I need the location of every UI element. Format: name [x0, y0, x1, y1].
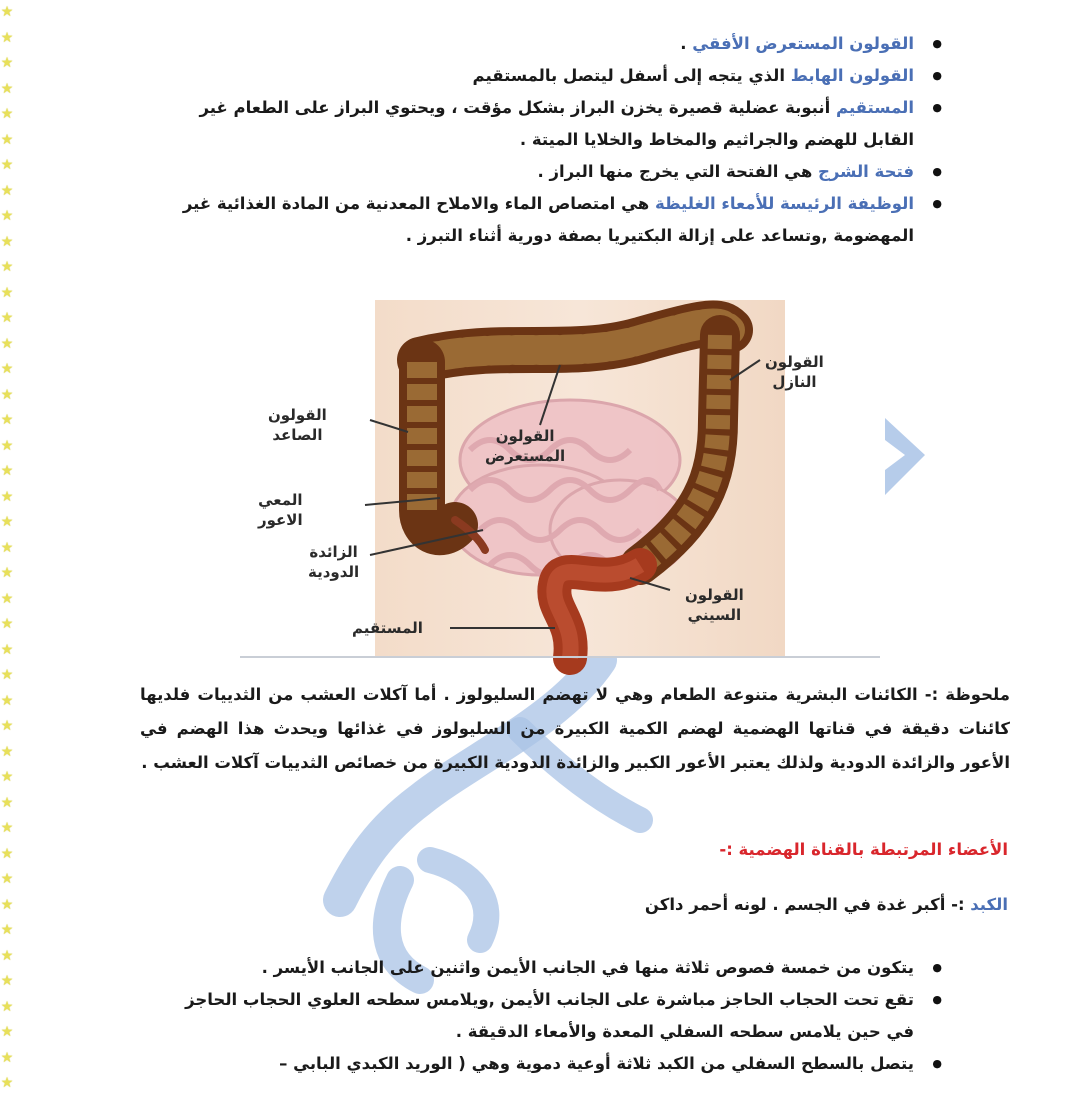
- list-item-text: .: [680, 34, 693, 53]
- star-icon: ★: [0, 386, 14, 403]
- large-intestine-diagram: [240, 300, 880, 658]
- term-highlight: فتحة الشرج: [818, 162, 914, 181]
- liver-intro: الكبد :- أكبر غدة في الجسم . لونه أحمر داكن: [644, 895, 1008, 914]
- star-icon: ★: [0, 488, 14, 505]
- term-highlight: القولون المستعرض الأفقي: [692, 34, 914, 53]
- list-item: ● يتكون من خمسة فصوص ثلاثة منها في الجانب الأيمن واثنين على الجانب الأيسر .: [158, 952, 948, 984]
- label-descending-colon: القولون النازل: [765, 353, 824, 391]
- star-icon: ★: [0, 769, 14, 785]
- star-icon: ★: [0, 692, 14, 709]
- star-icon: ★: [0, 794, 14, 811]
- star-icon: ★: [0, 1049, 14, 1066]
- list-item: [158, 92, 948, 156]
- star-icon: ★: [0, 437, 14, 454]
- star-icon: ★: [0, 590, 14, 607]
- star-icon: ★: [0, 29, 14, 46]
- list-item-text: هي الفتحة التي يخرج منها البراز .: [537, 162, 819, 181]
- star-icon: ★: [0, 1024, 14, 1040]
- label-rectum: المستقيم: [352, 619, 423, 637]
- star-icon: ★: [0, 947, 14, 964]
- star-icon: ★: [0, 1075, 14, 1091]
- star-icon: ★: [0, 845, 14, 862]
- list-item-text: الذي يتجه إلى أسفل ليتصل بالمستقيم: [472, 66, 791, 85]
- list-item-text: أنبوبة عضلية قصيرة يخزن البراز بشكل مؤقت ، ويحتوي البراز على الطعام غير القابل للهضم والجراثيم والمخاط والخلايا الميتة .: [199, 98, 914, 149]
- star-icon: ★: [0, 310, 14, 326]
- note-paragraph: ملحوظة :- الكائنات البشرية متنوعة الطعام وهي لا تهضم السليولوز . أما آكلات العشب من الثدييات فلديها كائنات دقيقة في قناتها الهضمية لهضم الكمية الكبيرة من السليولوز في غذائها ويحدث هذا الهضم في الأعور والزائدة الدودية ولذلك يعتبر الأعور الكبير والزائدة الدودية الكبيرة من خصائص الثدييات آكلات العشب .: [140, 685, 1010, 772]
- star-icon: ★: [0, 233, 14, 250]
- star-icon: ★: [0, 4, 14, 20]
- star-icon: ★: [0, 80, 14, 97]
- star-icon: ★: [0, 335, 14, 352]
- star-icon: ★: [0, 539, 14, 556]
- term-highlight: الوظيفة الرئيسة للأمعاء الغليظة: [654, 194, 914, 213]
- list-item: ● يتصل بالسطح السفلي من الكبد ثلاثة أوعية دموية وهي ( الوريد الكبدي البابي –: [158, 1048, 948, 1080]
- term-highlight: القولون الهابط: [790, 66, 914, 85]
- star-icon: ★: [0, 55, 14, 71]
- star-icon: ★: [0, 565, 14, 581]
- list-item: [158, 28, 948, 60]
- star-icon: ★: [0, 743, 14, 760]
- label-ascending-colon: القولون الصاعد: [268, 406, 327, 444]
- label-sigmoid-colon: القولون السيني: [685, 586, 744, 624]
- star-icon: ★: [0, 463, 14, 479]
- star-icon: ★: [0, 514, 14, 530]
- star-icon: ★: [0, 182, 14, 199]
- list-item: [158, 188, 948, 252]
- star-icon: ★: [0, 157, 14, 173]
- star-icon: ★: [0, 998, 14, 1015]
- star-icon: ★: [0, 284, 14, 301]
- list-item: [158, 156, 948, 188]
- star-icon: ★: [0, 896, 14, 913]
- star-icon: ★: [0, 208, 14, 224]
- star-icon: ★: [0, 820, 14, 836]
- list-item-text: هي امتصاص الماء والاملاح المعدنية من المادة الغذائية غير المهضومة ,وتساعد على إزالة البكتيريا بصفة دورية أثناء التبرز .: [182, 194, 914, 245]
- section-heading: الأعضاء المرتبطة بالقناة الهضمية :-: [719, 840, 1008, 859]
- star-icon: ★: [0, 718, 14, 734]
- star-icon: ★: [0, 922, 14, 938]
- star-icon: ★: [0, 871, 14, 887]
- colon-parts-list: [158, 28, 948, 252]
- figure-divider: [240, 656, 880, 658]
- star-icon: ★: [0, 361, 14, 377]
- star-icon: ★: [0, 667, 14, 683]
- label-transverse-colon: القولون المستعرض: [485, 427, 566, 465]
- star-icon: ★: [0, 412, 14, 428]
- liver-title: الكبد: [970, 895, 1008, 914]
- term-highlight: المستقيم: [836, 98, 914, 117]
- liver-facts-list: [158, 952, 948, 1080]
- star-icon: ★: [0, 106, 14, 122]
- label-cecum: المعي الاعور: [258, 491, 303, 529]
- list-item: ● تقع تحت الحجاب الحاجز مباشرة على الجانب الأيمن ,ويلامس سطحه العلوي الحجاب الحاجز في حين يلامس سطحه السفلي المعدة والأمعاء الدقيقة .: [158, 984, 948, 1048]
- star-icon: ★: [0, 131, 14, 148]
- star-icon: ★: [0, 259, 14, 275]
- star-icon: ★: [0, 641, 14, 658]
- star-icon: ★: [0, 973, 14, 989]
- list-item: [158, 60, 948, 92]
- star-icon: ★: [0, 616, 14, 632]
- label-appendix: الزائدة الدودية: [308, 543, 360, 581]
